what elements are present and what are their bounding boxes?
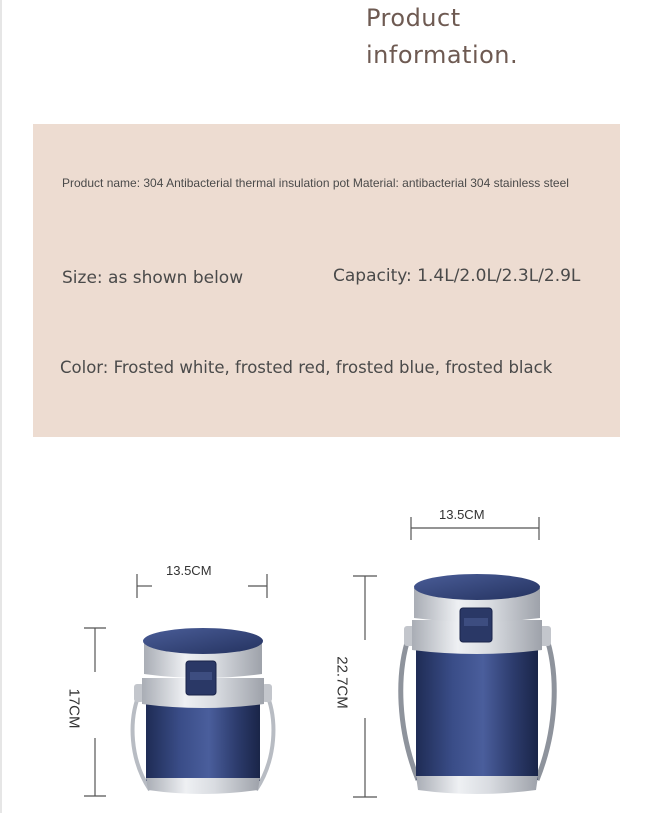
large-height-label: 22.7CM [333, 656, 351, 709]
heading-line-2: information. [366, 41, 519, 69]
small-height-label: 17CM [65, 688, 83, 729]
product-name-text: Product name: 304 Antibacterial thermal insulation pot Material: antibacterial 304 stainless steel [62, 176, 569, 190]
large-pot-icon [401, 574, 554, 794]
large-height-dimension [353, 576, 377, 797]
size-text: Size: as shown below [62, 268, 244, 288]
small-height-dimension [84, 628, 106, 796]
capacity-text: Capacity: 1.4L/2.0L/2.3L/2.9L [333, 266, 581, 286]
large-width-label: 13.5CM [439, 507, 485, 522]
heading-line-1: Product [366, 4, 461, 32]
small-pot-icon [133, 628, 274, 794]
product-illustration [0, 460, 650, 813]
small-width-dimension [137, 574, 267, 598]
large-width-dimension [411, 517, 539, 540]
product-info-panel [33, 124, 620, 437]
color-text: Color: Frosted white, frosted red, frosted blue, frosted black [60, 358, 553, 377]
small-width-label: 13.5CM [166, 563, 212, 578]
section-heading [366, 0, 636, 74]
